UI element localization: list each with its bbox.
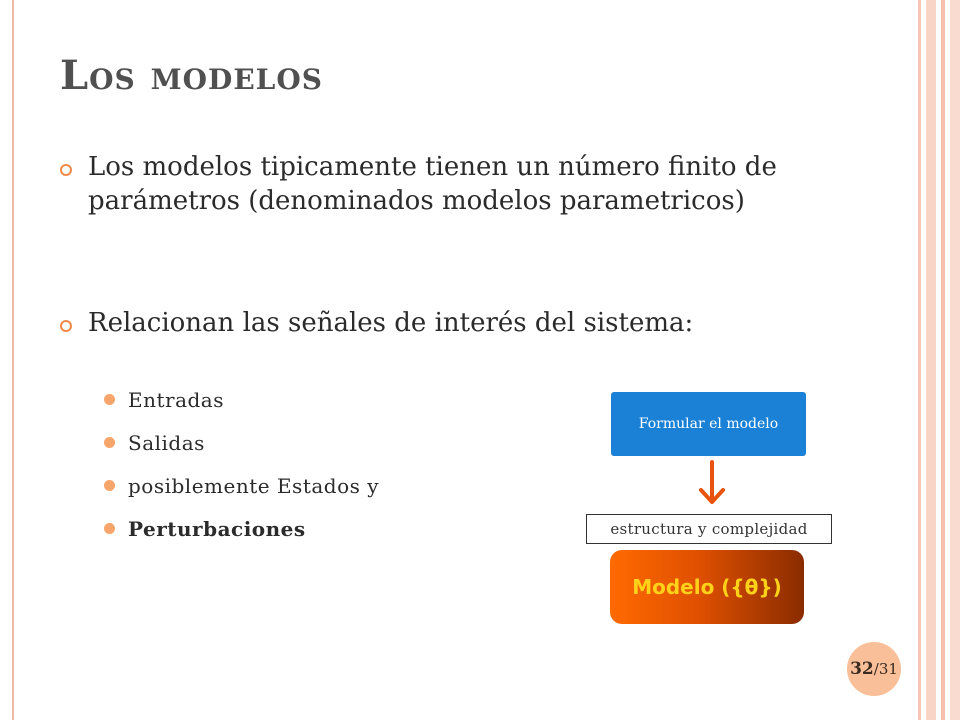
bullet-text: Los modelos tipicamente tienen un número finito de parámetros (denominados modelos parametricos) bbox=[88, 152, 777, 216]
sub-bullet-text: Entradas bbox=[128, 387, 224, 412]
bullet-ring-icon bbox=[60, 320, 72, 332]
sub-bullet-list bbox=[104, 378, 379, 550]
sub-bullet-text: Salidas bbox=[128, 430, 205, 455]
bullet-dot-icon bbox=[104, 523, 115, 534]
bullet-item bbox=[60, 306, 820, 340]
modelo-box: Modelo ({θ}) bbox=[610, 550, 804, 624]
sub-bullet-item bbox=[104, 507, 379, 550]
estructura-label: estructura y complejidad bbox=[586, 514, 832, 544]
sub-bullet-item bbox=[104, 464, 379, 507]
bullet-ring-icon bbox=[60, 164, 72, 176]
slide-frame-right bbox=[941, 0, 945, 720]
sub-bullet-text: Perturbaciones bbox=[128, 516, 306, 541]
bullet-dot-icon bbox=[104, 394, 115, 405]
slide-frame-right bbox=[926, 0, 936, 720]
sub-bullet-item bbox=[104, 378, 379, 421]
slide-frame-right bbox=[950, 0, 960, 720]
bullet-dot-icon bbox=[104, 437, 115, 448]
slide-title: Los modelos bbox=[60, 52, 323, 99]
page-number-badge bbox=[847, 642, 901, 696]
sub-bullet-text: posiblemente Estados y bbox=[128, 473, 380, 498]
page-number: 32 bbox=[850, 659, 874, 679]
bullet-dot-icon bbox=[104, 480, 115, 491]
bullet-item bbox=[60, 150, 820, 218]
formular-modelo-box: Formular el modelo bbox=[611, 392, 806, 456]
slide-frame-right bbox=[918, 0, 921, 720]
arrow-down-icon bbox=[697, 460, 727, 508]
bullet-text: Relacionan las señales de interés del sistema: bbox=[88, 308, 694, 338]
slide-frame-left bbox=[12, 0, 14, 720]
page-total: /31 bbox=[873, 660, 898, 678]
sub-bullet-item bbox=[104, 421, 379, 464]
